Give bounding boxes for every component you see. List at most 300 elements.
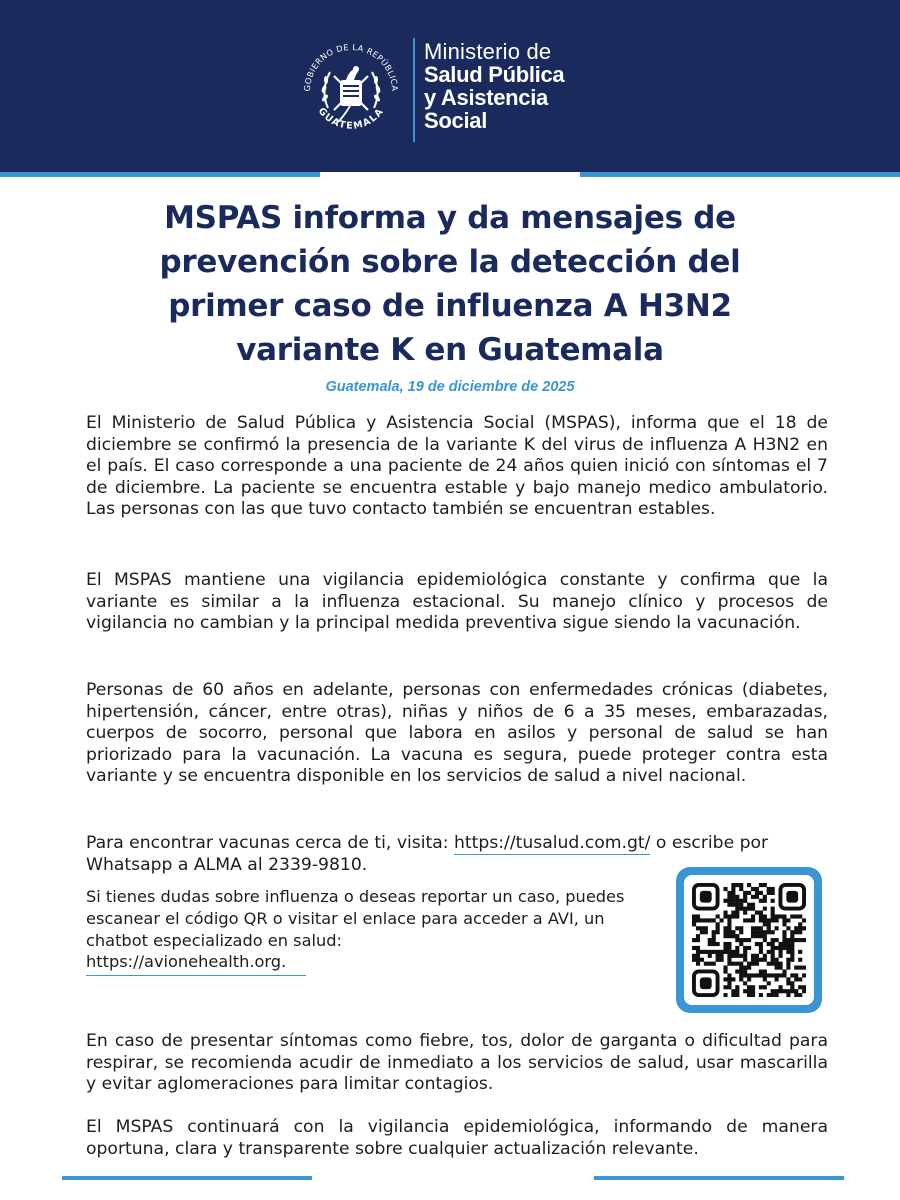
qr-module: [731, 930, 735, 934]
qr-module: [786, 950, 790, 954]
qr-module: [759, 891, 763, 895]
qr-module: [771, 958, 775, 962]
qr-module: [720, 958, 724, 962]
qr-module: [751, 989, 755, 993]
qr-module: [739, 954, 743, 958]
qr-module: [786, 926, 790, 930]
qr-module: [727, 914, 731, 918]
qr-module: [696, 914, 700, 918]
qr-module: [771, 930, 775, 934]
ministry-line-2: Salud Pública: [424, 62, 565, 87]
qr-module: [731, 887, 735, 891]
qr-module: [743, 954, 747, 958]
qr-module: [704, 950, 708, 954]
qr-module: [778, 954, 782, 958]
qr-module: [759, 899, 763, 903]
qr-finder-center: [700, 977, 712, 989]
qr-module: [739, 926, 743, 930]
qr-module: [790, 985, 794, 989]
qr-module: [747, 946, 751, 950]
qr-module: [755, 930, 759, 934]
qr-module: [794, 977, 798, 981]
qr-module: [727, 926, 731, 930]
qr-module: [759, 942, 763, 946]
qr-module: [739, 966, 743, 970]
qr-module: [751, 958, 755, 962]
qr-module: [782, 969, 786, 973]
qr-module: [692, 918, 696, 922]
qr-module: [802, 985, 806, 989]
qr-module: [739, 969, 743, 973]
qr-module: [759, 973, 763, 977]
qr-module: [782, 918, 786, 922]
qr-module: [712, 938, 716, 942]
qr-module: [782, 914, 786, 918]
guatemala-coat-of-arms-icon: [296, 36, 406, 146]
qr-module: [692, 922, 696, 926]
qr-module: [759, 911, 763, 915]
qr-module: [790, 930, 794, 934]
qr-module: [708, 942, 712, 946]
qr-module: [735, 946, 739, 950]
qr-module: [767, 922, 771, 926]
qr-module: [755, 958, 759, 962]
qr-module: [767, 942, 771, 946]
qr-module: [743, 899, 747, 903]
qr-module: [727, 942, 731, 946]
qr-module: [771, 918, 775, 922]
qr-module: [723, 887, 727, 891]
qr-module: [794, 966, 798, 970]
header-accent-stripe-left: [0, 172, 320, 177]
qr-module: [735, 899, 739, 903]
qr-module: [775, 918, 779, 922]
qr-module: [692, 938, 696, 942]
qr-module: [727, 895, 731, 899]
qr-module: [716, 942, 720, 946]
avi-description: Si tienes dudas sobre influenza o deseas reportar un caso, puedes escanear el código QR o visitar el enlace para acceder a AVI, un chatbot especializado en salud:: [86, 887, 625, 950]
qr-module: [696, 958, 700, 962]
qr-module: [727, 918, 731, 922]
ministry-name: [424, 40, 564, 132]
qr-module: [786, 962, 790, 966]
qr-module: [751, 887, 755, 891]
qr-module: [798, 922, 802, 926]
qr-module: [731, 895, 735, 899]
qr-module: [708, 954, 712, 958]
qr-module: [778, 950, 782, 954]
qr-module: [794, 989, 798, 993]
qr-module: [798, 966, 802, 970]
qr-module: [790, 942, 794, 946]
qr-module: [767, 887, 771, 891]
qr-module: [771, 954, 775, 958]
qr-module: [790, 958, 794, 962]
qr-code-frame[interactable]: [676, 867, 822, 1013]
qr-module: [735, 934, 739, 938]
qr-module: [771, 973, 775, 977]
qr-module: [696, 954, 700, 958]
qr-module: [727, 946, 731, 950]
qr-module: [747, 907, 751, 911]
qr-module: [747, 891, 751, 895]
qr-module: [767, 926, 771, 930]
qr-module: [790, 950, 794, 954]
qr-module: [755, 926, 759, 930]
qr-module: [696, 946, 700, 950]
qr-module: [692, 914, 696, 918]
qr-module: [755, 962, 759, 966]
qr-module: [751, 930, 755, 934]
qr-module: [802, 989, 806, 993]
qr-module: [763, 895, 767, 899]
qr-module: [775, 989, 779, 993]
qr-module: [735, 911, 739, 915]
qr-module: [755, 891, 759, 895]
qr-module: [786, 942, 790, 946]
qr-module: [739, 887, 743, 891]
qr-module: [767, 891, 771, 895]
qr-module: [759, 958, 763, 962]
qr-module: [708, 950, 712, 954]
qr-module: [759, 946, 763, 950]
qr-module: [751, 962, 755, 966]
qr-module: [731, 911, 735, 915]
qr-module: [782, 930, 786, 934]
qr-module: [712, 918, 716, 922]
qr-module: [735, 985, 739, 989]
qr-module: [747, 977, 751, 981]
qr-module: [739, 973, 743, 977]
qr-module: [778, 966, 782, 970]
qr-module: [751, 914, 755, 918]
qr-module: [743, 958, 747, 962]
qr-module: [731, 899, 735, 903]
qr-module: [790, 981, 794, 985]
qr-module: [786, 946, 790, 950]
qr-module: [743, 981, 747, 985]
paragraph-case-report: El Ministerio de Salud Pública y Asistencia Social (MSPAS), informa que el 18 de diciembre se confirmó la presencia de la variante K del virus de influenza A H3N2 en el país. El caso corresponde a una paciente de 24 años quien inició con síntomas el 7 de diciembre. La paciente se encuentra estable y bajo manejo medico ambulatorio. Las personas con las que tuvo contacto también se encuentran estables.: [86, 413, 828, 520]
seal-text-bottom: GUATEMALA: [315, 105, 387, 132]
qr-module: [778, 946, 782, 950]
qr-module: [696, 926, 700, 930]
qr-module: [723, 911, 727, 915]
qr-module: [771, 942, 775, 946]
qr-module: [731, 989, 735, 993]
qr-module: [727, 962, 731, 966]
qr-module: [692, 958, 696, 962]
qr-module: [790, 938, 794, 942]
qr-module: [735, 895, 739, 899]
qr-module: [771, 993, 775, 997]
qr-module: [775, 973, 779, 977]
qr-module: [786, 958, 790, 962]
qr-module: [786, 918, 790, 922]
qr-module: [747, 985, 751, 989]
qr-module: [735, 914, 739, 918]
title-line-2: prevención sobre la detección del: [159, 244, 741, 280]
qr-module: [731, 891, 735, 895]
qr-module: [735, 989, 739, 993]
qr-module: [727, 922, 731, 926]
qr-module: [716, 930, 720, 934]
qr-module: [798, 993, 802, 997]
qr-module: [696, 934, 700, 938]
qr-module: [778, 942, 782, 946]
qr-module: [743, 907, 747, 911]
qr-module: [786, 966, 790, 970]
qr-module: [739, 930, 743, 934]
qr-module: [751, 973, 755, 977]
qr-module: [798, 950, 802, 954]
qr-module: [716, 922, 720, 926]
qr-module: [802, 973, 806, 977]
qr-module: [763, 907, 767, 911]
qr-module: [763, 922, 767, 926]
svg-text:GUATEMALA: [316, 106, 387, 132]
qr-module: [704, 926, 708, 930]
qr-module: [735, 954, 739, 958]
qr-module: [794, 914, 798, 918]
qr-module: [751, 918, 755, 922]
qr-module: [759, 926, 763, 930]
qr-module: [790, 954, 794, 958]
qr-module: [771, 938, 775, 942]
qr-module: [743, 973, 747, 977]
qr-module: [712, 962, 716, 966]
qr-module: [723, 914, 727, 918]
qr-module: [802, 938, 806, 942]
footer-accent-line-right: [594, 1176, 844, 1180]
qr-module: [708, 962, 712, 966]
qr-module: [747, 883, 751, 887]
qr-module: [771, 914, 775, 918]
qr-module: [802, 918, 806, 922]
qr-module: [743, 969, 747, 973]
qr-module: [798, 958, 802, 962]
qr-module: [767, 930, 771, 934]
qr-module: [723, 985, 727, 989]
ministry-line-4: Social: [424, 108, 488, 133]
qr-module: [763, 930, 767, 934]
qr-module: [747, 938, 751, 942]
qr-module: [700, 926, 704, 930]
qr-module: [775, 966, 779, 970]
qr-module: [798, 914, 802, 918]
qr-module: [723, 993, 727, 997]
qr-module: [727, 934, 731, 938]
qr-module: [763, 883, 767, 887]
qr-module: [786, 993, 790, 997]
qr-module: [763, 918, 767, 922]
qr-module: [767, 962, 771, 966]
qr-module: [802, 926, 806, 930]
qr-module: [778, 973, 782, 977]
qr-module: [775, 946, 779, 950]
qr-module: [700, 958, 704, 962]
qr-module: [743, 938, 747, 942]
qr-module: [700, 950, 704, 954]
qr-module: [794, 926, 798, 930]
qr-module: [782, 942, 786, 946]
qr-module: [716, 954, 720, 958]
qr-module: [739, 977, 743, 981]
qr-module: [723, 946, 727, 950]
qr-module: [786, 981, 790, 985]
qr-module: [731, 993, 735, 997]
qr-module: [692, 946, 696, 950]
qr-module: [771, 911, 775, 915]
qr-module: [794, 993, 798, 997]
qr-module: [735, 962, 739, 966]
qr-module: [763, 973, 767, 977]
paragraph-symptoms-advice: En caso de presentar síntomas como fiebre, tos, dolor de garganta o dificultad para respirar, se recomienda acudir de inmediato a los servicios de salud, usar mascarilla y evitar aglomeraciones para limitar contagios.: [86, 1031, 828, 1095]
dateline: Guatemala, 19 de diciembre de 2025: [325, 379, 575, 395]
qr-module: [723, 934, 727, 938]
qr-module: [763, 958, 767, 962]
qr-module: [712, 930, 716, 934]
qr-module: [798, 926, 802, 930]
qr-module: [747, 903, 751, 907]
qr-module: [716, 958, 720, 962]
find-vaccines-text: Para encontrar vacunas cerca de ti, visita:: [86, 833, 455, 853]
qr-module: [763, 914, 767, 918]
qr-module: [751, 926, 755, 930]
qr-module: [767, 973, 771, 977]
qr-module: [735, 907, 739, 911]
qr-module: [720, 950, 724, 954]
qr-module: [759, 950, 763, 954]
qr-module: [712, 942, 716, 946]
qr-module: [735, 969, 739, 973]
qr-module: [755, 911, 759, 915]
qr-module: [775, 926, 779, 930]
qr-module: [743, 966, 747, 970]
qr-module: [735, 938, 739, 942]
qr-module: [692, 954, 696, 958]
qr-module: [727, 973, 731, 977]
qr-module: [775, 977, 779, 981]
qr-module: [786, 977, 790, 981]
qr-module: [731, 954, 735, 958]
press-release-title: [80, 196, 820, 372]
qr-module: [731, 962, 735, 966]
qr-module: [743, 918, 747, 922]
qr-module: [747, 989, 751, 993]
qr-module: [771, 946, 775, 950]
qr-module: [731, 914, 735, 918]
title-line-1: MSPAS informa y da mensajes de: [164, 200, 736, 236]
qr-module: [723, 926, 727, 930]
qr-module: [747, 962, 751, 966]
qr-module: [747, 966, 751, 970]
qr-module: [802, 966, 806, 970]
qr-module: [727, 985, 731, 989]
qr-module: [723, 930, 727, 934]
qr-module: [790, 914, 794, 918]
avi-chatbot-info: [86, 886, 666, 976]
qr-module: [704, 918, 708, 922]
qr-module: [739, 962, 743, 966]
qr-finder-center: [700, 891, 712, 903]
qr-module: [735, 993, 739, 997]
qr-module: [782, 938, 786, 942]
footer-accent-line-left: [62, 1176, 312, 1180]
qr-module: [771, 907, 775, 911]
avionehealth-link[interactable]: https://avionehealth.org.: [86, 951, 306, 976]
qr-module: [731, 977, 735, 981]
qr-module: [759, 883, 763, 887]
header-divider: [413, 38, 415, 142]
qr-module: [798, 977, 802, 981]
qr-module: [727, 930, 731, 934]
qr-module: [751, 934, 755, 938]
tusalud-link[interactable]: https://tusalud.com.gt/: [454, 833, 651, 853]
qr-module: [790, 934, 794, 938]
qr-module: [735, 903, 739, 907]
qr-module: [696, 950, 700, 954]
qr-module: [727, 954, 731, 958]
qr-module: [716, 950, 720, 954]
qr-module: [767, 981, 771, 985]
qr-module: [759, 985, 763, 989]
qr-module: [775, 958, 779, 962]
qr-module: [790, 989, 794, 993]
qr-module: [771, 950, 775, 954]
qr-module: [771, 891, 775, 895]
qr-module: [755, 887, 759, 891]
qr-module: [739, 899, 743, 903]
qr-module: [755, 954, 759, 958]
qr-module: [763, 938, 767, 942]
qr-module: [751, 907, 755, 911]
qr-module: [700, 930, 704, 934]
qr-module: [727, 981, 731, 985]
title-line-4: variante K en Guatemala: [236, 332, 664, 368]
qr-module: [704, 962, 708, 966]
qr-module: [790, 973, 794, 977]
qr-module: [771, 962, 775, 966]
qr-module: [771, 989, 775, 993]
qr-module: [731, 883, 735, 887]
qr-module: [763, 969, 767, 973]
qr-module: [782, 922, 786, 926]
qr-module: [712, 950, 716, 954]
qr-module: [767, 993, 771, 997]
qr-module: [727, 958, 731, 962]
qr-module: [794, 930, 798, 934]
seal-text-top: GOBIERNO DE LA REPÚBLICA: [301, 41, 401, 92]
qr-module: [720, 954, 724, 958]
qr-module: [739, 883, 743, 887]
qr-module: [743, 895, 747, 899]
qr-module: [731, 934, 735, 938]
qr-module: [759, 934, 763, 938]
qr-module: [798, 930, 802, 934]
qr-module: [763, 985, 767, 989]
qr-module: [755, 934, 759, 938]
qr-module: [731, 903, 735, 907]
qr-module: [727, 950, 731, 954]
qr-module: [743, 989, 747, 993]
qr-module: [782, 946, 786, 950]
qr-module: [778, 914, 782, 918]
qr-module: [723, 899, 727, 903]
qr-module: [759, 930, 763, 934]
qr-module: [739, 903, 743, 907]
header-accent-stripe-right: [580, 172, 900, 177]
qr-module: [723, 977, 727, 981]
